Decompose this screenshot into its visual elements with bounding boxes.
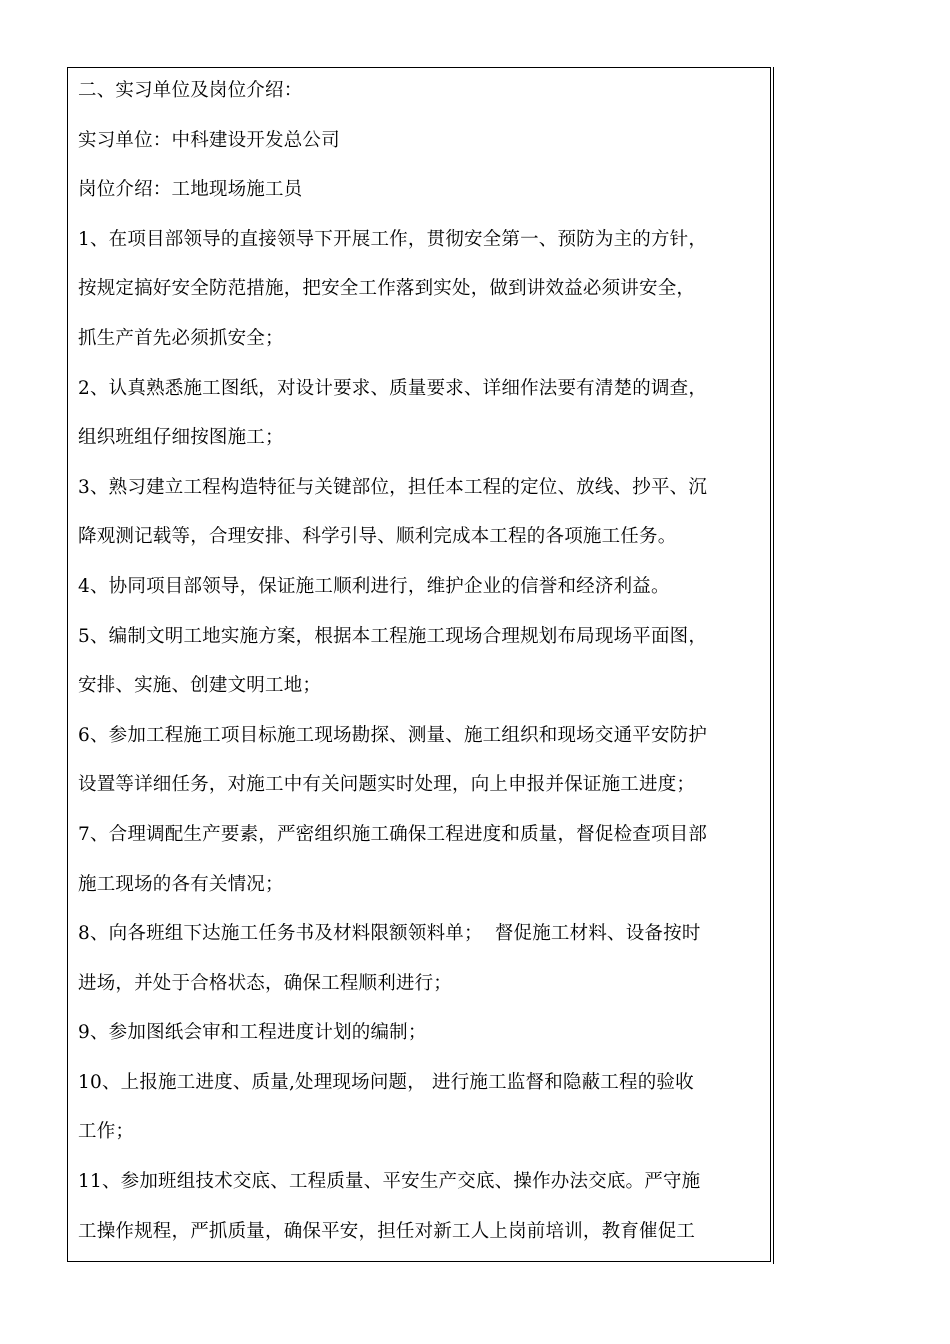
document-body [78,68,762,1256]
text-line: 工操作规程，严抓质量，确保平安，担任对新工人上岗前培训，教育催促工 [78,1220,696,1242]
text-line: 8、向各班组下达施工任务书及材料限额领料单； 督促施工材料、设备按时 [78,923,701,945]
text-line: 抓生产首先必须抓安全； [78,327,284,349]
text-line: 7、合理调配生产要素，严密组织施工确保工程进度和质量，督促检查项目部 [78,823,708,845]
text-line: 5、编制文明工地实施方案，根据本工程施工现场合理规划布局现场平面图， [78,625,708,647]
text-line: 1、在项目部领导的直接领导下开展工作，贯彻安全第一、预防为主的方针， [78,228,708,250]
text-line: 9、参加图纸会审和工程进度计划的编制； [78,1022,427,1044]
internship-unit-line: 实习单位：中科建设开发总公司 [78,129,340,151]
text-line: 降观测记载等，合理安排、科学引导、顺利完成本工程的各项施工任务。 [78,526,677,548]
text-line: 安排、实施、创建文明工地； [78,675,322,697]
text-line: 组织班组仔细按图施工； [78,427,284,449]
text-line: 2、认真熟悉施工图纸，对设计要求、质量要求、详细作法要有清楚的调查， [78,377,708,399]
text-line: 3、熟习建立工程构造特征与关键部位，担任本工程的定位、放线、抄平、沉 [78,476,708,498]
section-heading: 二、实习单位及岗位介绍： [78,80,303,101]
document-frame [67,67,771,1262]
text-line: 进场，并处于合格状态，确保工程顺利进行； [78,972,453,994]
text-line: 6、参加工程施工项目标施工现场勘探、测量、施工组织和现场交通平安防护 [78,724,708,746]
text-line: 按规定搞好安全防范措施，把安全工作落到实处，做到讲效益必须讲安全， [78,278,696,300]
text-line: 4、协同项目部领导，保证施工顺利进行，维护企业的信誉和经济利益。 [78,575,670,597]
text-line: 工作； [78,1121,135,1143]
text-line: 施工现场的各有关情况； [78,873,284,895]
position-line: 岗位介绍：工地现场施工员 [78,179,303,201]
text-line: 设置等详细任务，对施工中有关问题实时处理，向上申报并保证施工进度； [78,774,696,796]
text-line: 10、上报施工进度、质量,处理现场问题， 进行施工监督和隐蔽工程的验收 [78,1071,694,1093]
text-line: 11、参加班组技术交底、工程质量、平安生产交底、操作办法交底。严守施 [78,1171,701,1193]
